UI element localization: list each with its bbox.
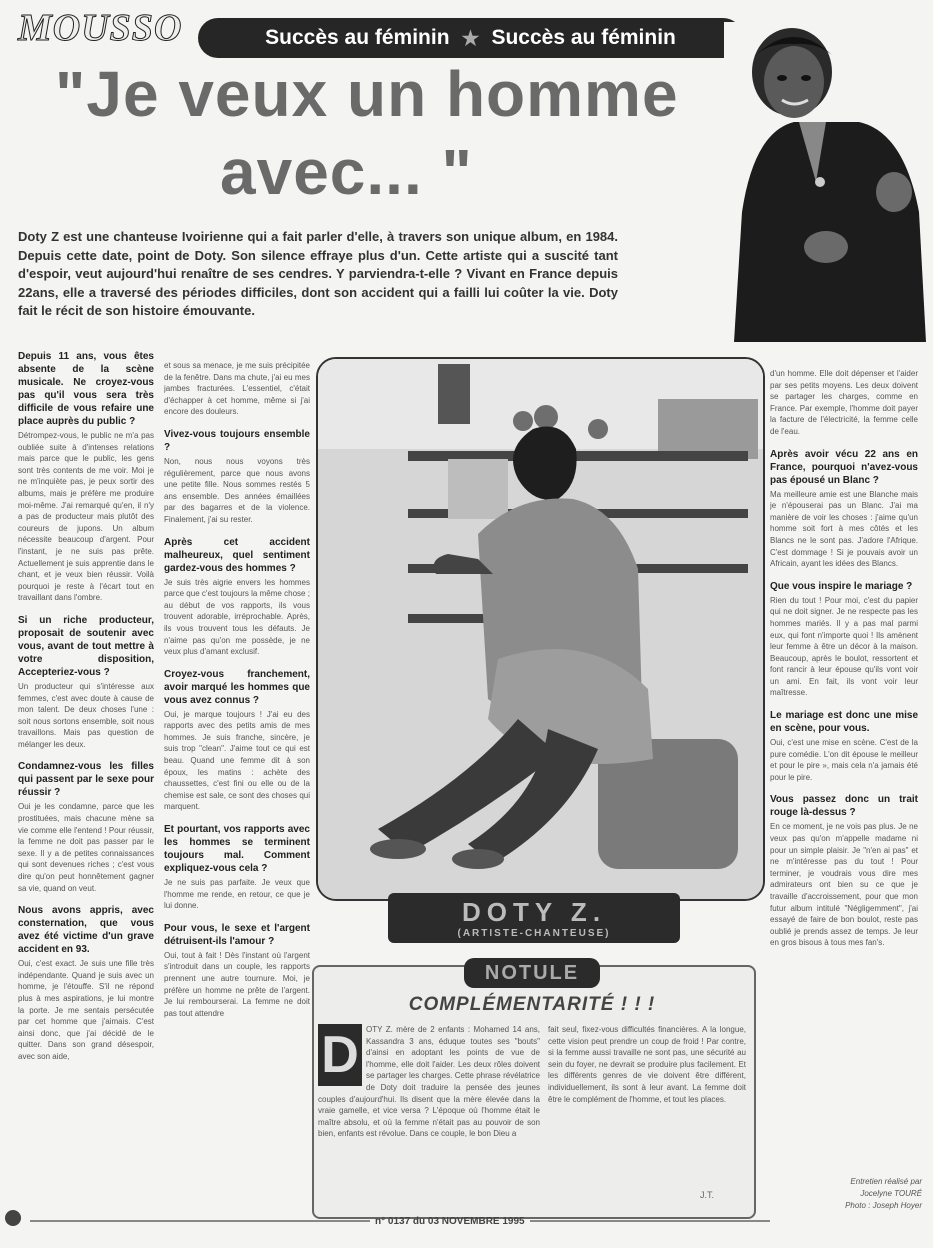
article-intro: Doty Z est une chanteuse Ivoirienne qui a fait parler d'elle, à travers son unique album, en 1984. Depuis cette date, point de Doty. Son silence effraye plus d'un. Cette artiste qui a suscité tant d'espoir, veut aujourd'hui renaître de ses cendres. Y parviendra-t-elle ? Vivant en France depuis 22ans, elle a traversé des périodes difficiles, dont son accident qui a failli lui coûter la vie. Doty fait le récit de son histoire émouvante.: [18, 229, 618, 318]
answer: Oui je les condamne, parce que les prostituées, mais chacune mène sa vie comme elle l'entend ! Pour réussir, la femme ne doit pas passer par le sexe. Il y a de petites connaissances qui sont devenues riches ; c'est vous dire qu'on peut honnêtement gagner sa vie, quand on veut.: [18, 802, 154, 893]
interview-column-1: [18, 350, 154, 1205]
notule-text-2: fait seul, fixez-vous difficultés financières. A la longue, cette vision peut prendre un coup de froid ! Par contre, si la femme aussi travaille ne sont pas, une sécurité au sein du foyer, ne devrait se produire plus facilement. Et les différents genres de vie doivent être différent, individuellement, ils sont à leur avant. La femme doit être le complément de l'homme, et tout les places.: [548, 1025, 746, 1104]
answer: En ce moment, je ne vois pas plus. Je ne veux pas qu'on m'appelle madame ni pour un simple plaisir. Je "n'en ai pas" et ne m'intéresse pas du tout ! Pour terminer, je voudrais vous dire mes admirateurs ont bien su ce que je travaille d'accroissement, pour que mon futur album intitulé "Négligemment", j'ai essayé de faire de bon boulot, reste pas oublié je prends assez de temps. Je leur en gros bisous à tous mes fan's.: [770, 822, 918, 948]
article-credit: [772, 1176, 922, 1212]
question: Nous avons appris, avec consternation, que vous avez été victime d'un grave accident en 93.: [18, 905, 154, 956]
notule-title: COMPLÉMENTARITÉ ! ! !: [408, 994, 656, 1015]
interview-column-4: [770, 368, 918, 1188]
question: Vous passez donc un trait rouge là-dessus ?: [770, 794, 918, 819]
question: Depuis 11 ans, vous êtes absente de la scène musicale. Ne croyez-vous pas qu'il vous sera très difficile de vous refaire une place auprès du public ?: [18, 351, 154, 427]
headline-line-2: avec... ": [220, 136, 473, 208]
headline-line-1: "Je veux un homme: [55, 58, 679, 130]
section-label-right: Succès au féminin: [491, 26, 676, 49]
answer: Détrompez-vous, le public ne m'a pas oubliée suite à d'intenses relations mais parce que le public, les gens sont très contents de me voir. Moi je ne m'inquiète pas, je peux sortir des albums, mais je préfère me produire moi-même. J'ai remarqué qu'en, il n'y a pas de producteur mais plutôt des coureurs de jupons. Un album nécessite beaucoup d'argent. Pour l'instant, je ne suis pas prête. Actuellement je suis apprentie dans le chant, et je veux bien réussir. Voilà pourquoi je reste à l'écart tout en travaillant dans l'ombre.: [18, 431, 154, 603]
credit-line-1: Entretien réalisé par: [850, 1177, 922, 1186]
answer: Ma meilleure amie est une Blanche mais je n'épouserai pas un Blanc. J'ai ma manière de voir les choses : j'aime qu'un homme soit fort à mes côtés et les Blancs ne le sont pas. J'adore l'Afrique. C'est dommage ! Si je pouvais avoir un Africain, ayant les idées des Blancs.: [770, 489, 918, 569]
credit-photo: Photo : Joseph Hoyer: [845, 1201, 922, 1210]
page-marker-icon: [5, 1210, 21, 1226]
question: Si un riche producteur, proposait de soutenir avec vous, avant de tout mettre à votre disposition, Accepteriez-vous ?: [18, 614, 154, 678]
caption-role: (ARTISTE-CHANTEUSE): [457, 928, 611, 939]
credit-author: Jocelyne TOURÉ: [860, 1189, 922, 1198]
photo-caption: [388, 893, 680, 943]
section-label-left: Succès au féminin: [265, 26, 450, 49]
notule-text-1: OTY Z. mère de 2 enfants : Mohamed 14 ans, Kassandra 3 ans, éduque toutes ses "bouts" d'ainsi en adoptant les points de vue de l'homme, elle doit l'aider. Les deux rôles doivent se partager les charges. Cette phrase révélatrice de Doty doit traduire la pensée des jeunes couples d'aujourd'hui. Ils disent que la mère élevée dans la vraie gamelle, et vice versa ? L'époque où l'homme était le maître absolu, et où la femme n'était pas au pouvoir de son bien, enfants est révolue. Dans ce couple, le bon Dieu a: [318, 1025, 540, 1139]
question: Pour vous, le sexe et l'argent détruisent-ils l'amour ?: [164, 922, 310, 947]
footer-rule-left: [30, 1220, 370, 1222]
answer: Non, nous nous voyons très régulièrement, parce que nous avons une petite fille. Nous sommes restés 5 ans ensemble. Des années émaillées par des bagarres et de la violence. Finalement, j'ai su rester.: [164, 456, 310, 524]
interview-column-2: [164, 360, 310, 1205]
question: Le mariage est donc une mise en scène, pour vous.: [770, 710, 918, 735]
star-icon: ★: [461, 27, 480, 50]
issue-footer: n° 0137 du 03 NOVEMBRE 1995: [375, 1216, 525, 1227]
main-photo: [316, 357, 765, 901]
notule-column-1: [318, 1024, 540, 1204]
answer: d'un homme. Elle doit dépenser et l'aider par ses petits moyens. Les deux doivent se partager les charges, comme en France. Par exemple, l'homme doit payer la facture de l'électricité, la femme celle de l'eau.: [770, 369, 918, 436]
answer: et sous sa menace, je me suis précipitée de la fenêtre. Dans ma chute, j'ai eu mes jambes fracturées. L'essentiel, c'était d'échapper à cet homme, même si j'ai encore des douleurs.: [164, 361, 310, 417]
notule-column-2: [548, 1024, 746, 1184]
question: Condamnez-vous les filles qui passent par le sexe pour réussir ?: [18, 761, 154, 799]
notule-signature: J.T.: [700, 1190, 715, 1200]
question: Et pourtant, vos rapports avec les hommes se terminent toujours mal. Comment expliquez-vous cela ?: [164, 824, 310, 875]
article-headline: [55, 55, 715, 211]
answer: Je ne suis pas parfaite. Je veux que l'homme me rende, en retour, ce que je lui donne.: [164, 878, 310, 911]
question: Croyez-vous franchement, avoir marqué les hommes que vous avez connus ?: [164, 668, 310, 706]
answer: Je suis très aigrie envers les hommes parce que c'est toujours la même chose ; au début de vos rapports, ils vous trouvent adorable, irréprochable. Après, ils vous trouvent tous les défauts. Je n'aime pas qu'on me possède, je ne veux plus d'amant exclusif.: [164, 577, 310, 657]
rubric-header: [18, 6, 728, 56]
answer: Oui, tout à fait ! Dès l'instant où l'argent s'introduit dans un couple, les rapports prennent une autre tournure. Moi, je préfère un homme ne prête de l'argent. Je lui rembourserai. La femme ne doit pas tout attendre: [164, 950, 310, 1018]
question: Vivez-vous toujours ensemble ?: [164, 428, 310, 453]
question: Que vous inspire le mariage ?: [770, 580, 913, 592]
footer-rule-right: [530, 1220, 770, 1222]
answer: Oui, c'est exact. Je suis une fille très indépendante. Quand je suis avec un homme, je l'étouffe. S'il ne répond plus à mes aspirations, je lui montre la porte. Je me sentais persécutée par cet homme que j'aimais. C'est ainsi donc, que j'ai décidé de le quitter. Dans son grand désespoir, avec son aide,: [18, 959, 154, 1061]
main-photo-illustration: [318, 359, 763, 899]
portrait-photo: [724, 22, 929, 342]
magazine-brand: MOUSSO: [18, 7, 183, 49]
section-banner: [198, 18, 743, 58]
notule-dropcap: D: [318, 1024, 362, 1086]
question: Après avoir vécu 22 ans en France, pourquoi n'avez-vous pas épousé un Blanc ?: [770, 448, 918, 486]
answer: Un producteur qui s'intéresse aux femmes, c'est avec doute à cause de mon talent. De deux choses l'une : soit nous sortons ensemble, soit nous travaillons. Mais pas question de mélanger les deux.: [18, 681, 154, 749]
answer: Rien du tout ! Pour moi, c'est du papier qui ne doit signer. Je ne respecte pas les hommes mariés. Il y a pas mal parmi eux, qui font n'importe quoi ! Ils amènent leur femme à être un décor à la maison. Beaucoup, après le boulot, ressortent et font rancir à leur épouse qu'ils vont voir un ami. En fait, ils vont voir leur maîtresse.: [770, 595, 918, 698]
question: Après cet accident malheureux, quel sentiment gardez-vous des hommes ?: [164, 536, 310, 574]
answer: Oui, je marque toujours ! J'ai eu des rapports avec des petits amis de mes hommes. Je suis franche, sincère, je suis trop "clean". J'aime tout ce qui est beau. Quand une femme dit à son époux, les matins : achète des chaussettes, c'est fini ou elle ou de la chemise est sale, ce sont des choses qui marquent.: [164, 709, 310, 812]
caption-name: DOTY Z.: [461, 897, 607, 927]
notule-badge: NOTULE: [464, 958, 600, 988]
answer: Oui, c'est une mise en scène. C'est de la pure comédie. L'on dit épouse le meilleur et pour le pire », mais cela n'a jamais été pour le pire.: [770, 738, 918, 782]
